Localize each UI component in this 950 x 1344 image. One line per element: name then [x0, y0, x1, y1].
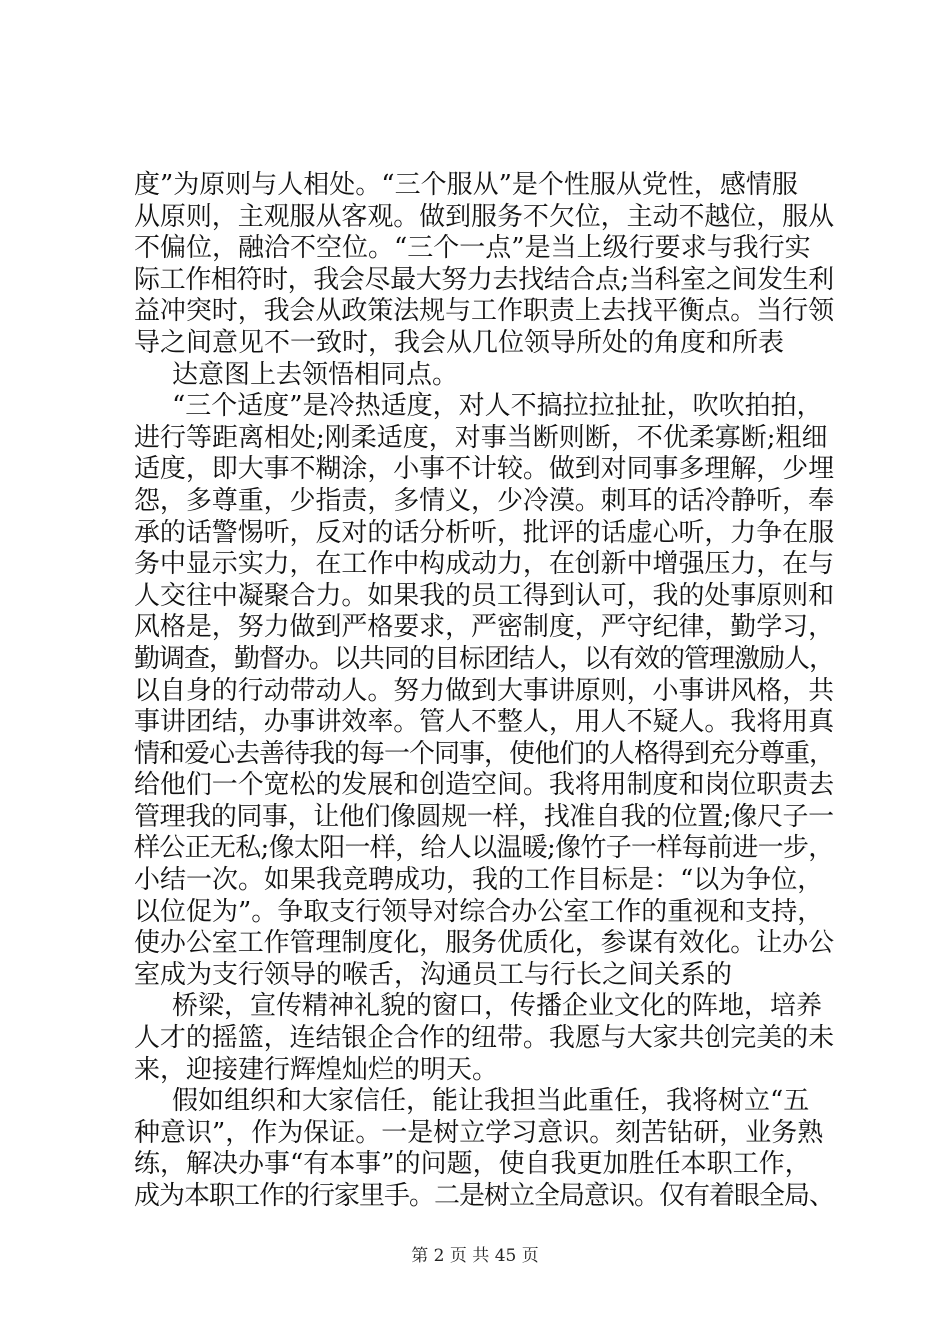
text-line: 风格是，努力做到严格要求，严密制度，严守纪律，勤学习，: [134, 612, 835, 643]
text-line: 勤调查，勤督办。以共同的目标团结人，以有效的管理激励人，: [134, 643, 835, 674]
text-line: 来，迎接建行辉煌灿烂的明天。: [134, 1054, 499, 1085]
text-line: 种意识”，作为保证。一是树立学习意识。刻苦钻研，业务熟: [134, 1117, 824, 1148]
text-line: 使办公室工作管理制度化，服务优质化，参谋有效化。让办公: [134, 928, 835, 959]
text-line: 际工作相符时，我会尽最大努力去找结合点;当科室之间发生利: [134, 264, 834, 295]
text-line: 室成为支行领导的喉舌，沟通员工与行长之间关系的: [134, 959, 733, 990]
text-line: 益冲突时，我会从政策法规与工作职责上去找平衡点。当行领: [134, 296, 835, 327]
document-body: [134, 170, 834, 1213]
text-line: 假如组织和大家信任，能让我担当此重任，我将树立“五: [172, 1086, 810, 1117]
text-line: “三个适度”是冷热适度，对人不搞拉拉扯扯，吹吹拍拍，: [172, 391, 823, 422]
text-line: 度”为原则与人相处。“三个服从”是个性服从党性，感情服: [134, 170, 798, 200]
text-line: 达意图上去领悟相同点。: [172, 359, 459, 390]
text-line: 成为本职工作的行家里手。二是树立全局意识。仅有着眼全局、: [134, 1181, 835, 1211]
text-line: 承的话警惕听，反对的话分析听，批评的话虚心听，力争在服: [134, 517, 835, 548]
text-line: 不偏位，融洽不空位。“三个一点”是当上级行要求与我行实: [134, 233, 811, 264]
text-line: 适度，即大事不糊涂，小事不计较。做到对同事多理解，少埋: [134, 454, 835, 485]
text-line: 以自身的行动带动人。努力做到大事讲原则，小事讲风格，共: [134, 675, 835, 706]
text-line: 给他们一个宽松的发展和创造空间。我将用制度和岗位职责去: [134, 770, 835, 801]
text-line: 桥梁，宣传精神礼貌的窗口，传播企业文化的阵地，培养: [172, 991, 823, 1022]
text-line: 怨，多尊重，少指责，多情义，少冷漠。刺耳的话冷静听，奉: [134, 485, 835, 516]
text-line: 导之间意见不一致时，我会从几位领导所处的角度和所表: [134, 327, 785, 358]
text-line: 练，解决办事“有本事”的问题，使自我更加胜任本职工作，: [134, 1149, 811, 1180]
text-line: 情和爱心去善待我的每一个同事，使他们的人格得到充分尊重，: [134, 738, 835, 769]
text-line: 小结一次。如果我竞聘成功，我的工作目标是：“以为争位，: [134, 865, 824, 896]
text-line: 样公正无私;像太阳一样，给人以温暖;像竹子一样每前进一步，: [134, 833, 834, 864]
page-footer: 第 2 页 共 45 页: [411, 1246, 539, 1266]
text-line: 从原则，主观服从客观。做到服务不欠位，主动不越位，服从: [134, 201, 835, 232]
text-line: 进行等距离相处;刚柔适度，对事当断则断，不优柔寡断;粗细: [134, 422, 828, 453]
text-line: 人交往中凝聚合力。如果我的员工得到认可，我的处事原则和: [134, 580, 835, 611]
text-line: 管理我的同事，让他们像圆规一样，找准自我的位置;像尺子一: [134, 801, 834, 832]
text-line: 以位促为”。争取支行领导对综合办公室工作的重视和支持，: [134, 896, 824, 927]
text-line: 人才的摇篮，连结银企合作的纽带。我愿与大家共创完美的未: [134, 1023, 835, 1054]
text-line: 务中显示实力，在工作中构成动力，在创新中增强压力，在与: [134, 549, 835, 580]
text-line: 事讲团结，办事讲效率。管人不整人，用人不疑人。我将用真: [134, 707, 835, 738]
